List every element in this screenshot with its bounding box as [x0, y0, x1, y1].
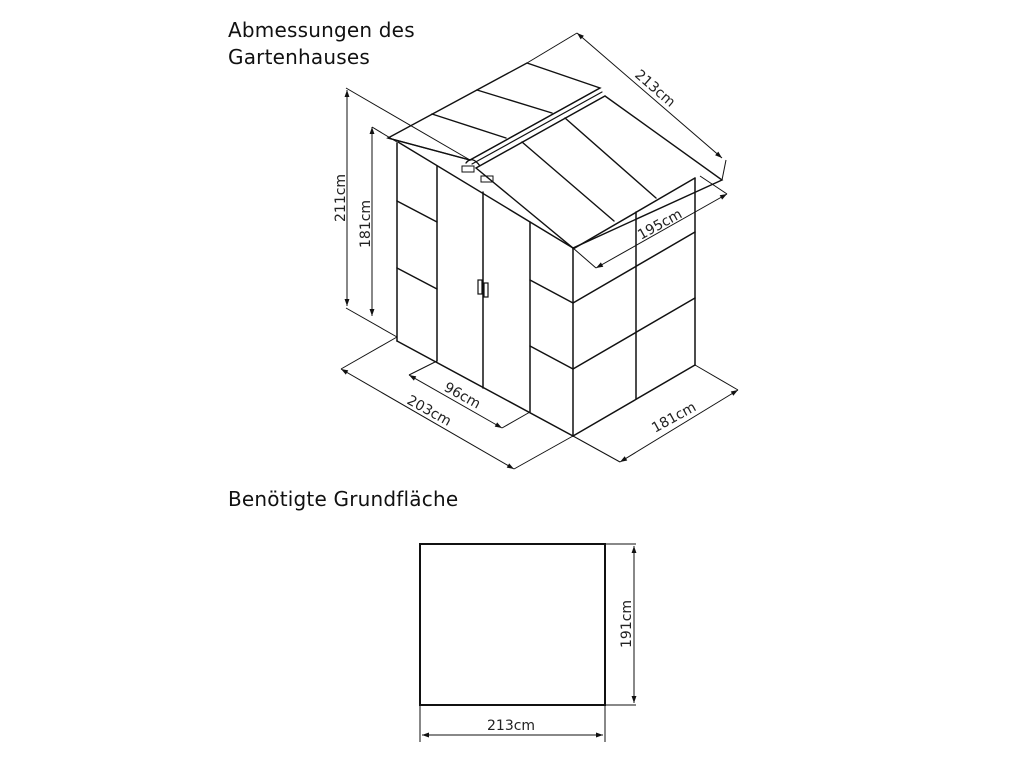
label-total-height: 211cm	[333, 173, 349, 222]
shed-dimensions-title: Abmessungen des Gartenhauses	[228, 18, 415, 69]
label-door-width: 96cm	[441, 379, 484, 413]
vent-left-icon	[462, 166, 474, 172]
label-roof-depth: 213cm	[631, 66, 679, 111]
label-footprint-width: 213cm	[487, 718, 536, 734]
label-eave-width: 195cm	[635, 206, 685, 244]
shed-isometric	[388, 63, 722, 436]
label-wall-height: 181cm	[358, 199, 374, 248]
label-footprint-depth: 191cm	[619, 599, 635, 648]
footprint-rectangle	[420, 544, 636, 742]
dimension-front-width	[341, 337, 573, 469]
label-side-depth: 181cm	[649, 399, 699, 437]
base-area-title: Benötigte Grundfläche	[228, 487, 459, 511]
dimension-wall-height	[372, 127, 397, 316]
dimension-side-depth	[573, 365, 738, 462]
label-front-width: 203cm	[404, 392, 454, 430]
